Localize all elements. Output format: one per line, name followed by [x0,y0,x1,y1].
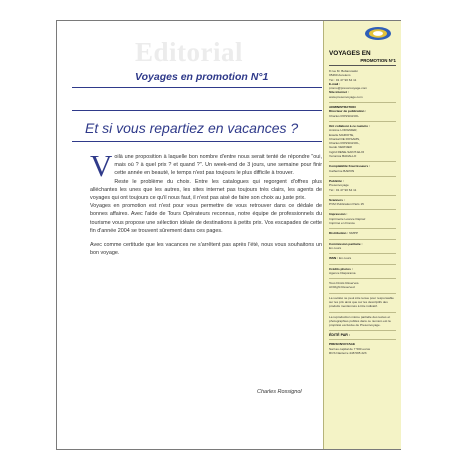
ads-block [329,179,396,192]
ads-line: Tél : 01 47 90 64 11 [329,187,357,192]
administration-heading: ADMINISTRATION [329,105,356,110]
editorial-watermark: Editorial [135,37,244,67]
contributors-heading: Ont collaboré à ce numéro : [329,123,370,128]
sidebar-divider [329,195,396,196]
distribution-block [329,231,396,235]
brand-subtitle: PROMOTION N°1 [360,58,396,63]
brand-name: VOYAGES EN [329,50,371,57]
edited-by-label: ÉDITÉ PAR : [329,333,351,338]
sidebar-divider [329,239,396,240]
contributor-name: Ingrid RENE-SAINT-ELOI [329,149,365,154]
sidebar-divider [329,264,396,265]
issn-heading: ISSN : [329,256,339,261]
signature: Charles Rossignol [257,389,302,395]
printing-heading: Impression : [329,212,348,217]
paragraph-1 [90,148,322,183]
supplies-block [329,164,396,173]
globe-logo-icon [363,26,393,41]
address-line: 95460 Aurelens [329,73,351,78]
company-name: PRESONVOYAGE [329,342,356,347]
commission-heading: Commission paritaire : [329,241,363,246]
director-name: Charles ROSSIGNOL [329,113,359,118]
site-label: Site internet : [329,90,349,95]
contributor-name: Chantal DE ROSAMS, [329,136,360,141]
scans-block [329,198,396,207]
contributor-name: Estelle MARIOTE, [329,132,355,137]
rights-line: Tous Droits Réservés. [329,281,360,286]
site-value: www.presonvoyage.com [329,94,363,99]
printing-line: Imprimé en France [329,221,355,226]
scans-value: PVM Publication Paris 15 [329,202,364,207]
paragraph-2: Reste le problème du choix. Entre les catalogues qui regorgent d'offres plus alléchantes les unes que les autres, les sites internet pas toujours très clairs, les agents de voyages qui ont toujours ce qu'il nous faut, il n'est pas aisé de faire son choix au juste prix. [90,178,322,202]
article-body [90,148,322,257]
ads-line: Presonvoyage [329,183,349,188]
paragraph-3: Voyages en promotion est n'est pour vous permettre de vous retrouver dans ce dédale de bonnes affaires. Avec l'aide de Tours Opérateurs reconnus, notre équipe de professionnels du tourisme vous propose une sélection idéale de destinations à petits prix. Vos escapades de cette fin d'année 2004 se trouvent sûrement dans ces pages. [90,203,322,234]
printing-block [329,212,396,225]
scans-heading: Scanners : [329,197,345,202]
photos-heading: Crédits photos : [329,266,353,271]
supplies-name: Catherine BARON [329,168,355,173]
sidebar-divider [329,209,396,210]
printing-line: Imprimerie Léonce Dépraz [329,216,366,221]
sidebar-divider [329,228,396,229]
paragraph-1-text: oilà une proposition à laquelle bon nombre d'entre nous serait tenté de répondre "oui, mais où ? à quel prix ? et quand ?". Un week-end de 3 jours, une semaine pour finir cette année en beauté, le temps n'est pas toujours le plus difficile à trouver. [114,154,322,177]
email-label: E-mail : [329,81,341,86]
company-info-line: Sarl au capital de 7 500 euros [329,346,371,351]
paragraph-4: Avec comme certitude que les vacances ne s'arrêtent pas après l'été, nous vous souhaitons un bon voyage. [90,242,322,257]
magazine-page [56,20,401,450]
commission-block [329,242,396,251]
distribution-heading: Distribution : [329,231,349,236]
headline-rule-bottom [72,141,322,142]
sidebar-divider [329,161,396,162]
commission-value: En cours [329,245,342,250]
contributor-name: Véronica BADALLO [329,154,357,159]
sidebar-divider [329,278,396,279]
email-value: promo@presonvoyage.com [329,86,368,91]
rights-line: All Right Reserved [329,285,355,290]
administration-block [329,105,396,118]
distribution-value: NMPP [349,231,359,236]
photos-block [329,267,396,276]
issn-value: En cours [339,256,352,261]
supplies-heading: Comptabilité Fournisseurs : [329,164,371,169]
sidebar-divider [329,176,396,177]
sidebar-divider [329,330,396,331]
sidebar-divider [329,339,396,340]
masthead-sidebar [323,21,401,449]
company-block [329,342,396,355]
headline: Et si vous repartiez en vacances ? [85,120,299,136]
director-label: Directeur de publication : [329,109,367,114]
sidebar-divider [329,312,396,313]
sidebar-divider [329,121,396,122]
contributor-name: Guido VERNIER [329,145,352,150]
disclaimer-block: La société ne peut être tenue pour responsable sur les prix ainsi que sur les descriptifs des produits mentionnés à titre indicatif. [329,295,394,309]
rights-block [329,281,396,290]
address-line: Tél : 01 47 90 64 11 [329,77,357,82]
address-block [329,69,396,99]
sidebar-divider [329,102,396,103]
issn-block [329,256,396,260]
sidebar-divider [329,293,396,294]
reproduction-block: La reproduction même partielle des textes et photographies publiés dans ce numéro est la propriété exclusive de Presonvoyage. [329,314,391,328]
photos-value: Agence Diaporama [329,270,356,275]
address-line: 8 rue M. Boltanowski [329,69,358,73]
company-info-line: RCS Nanterre 448 595 223 [329,351,367,356]
edition-title: Voyages en promotion N°1 [135,71,269,83]
title-rule [72,87,322,88]
brand-divider [329,65,396,66]
contributor-name: Antoine LORGNIER, [329,128,358,133]
sidebar-divider [329,253,396,254]
drop-cap: V [90,148,113,183]
headline-rule-top [72,110,322,111]
contributor-name: Charles ROSSIGNOL, [329,141,360,146]
ads-heading: Publicité : [329,178,344,183]
contributors-block [329,124,396,158]
